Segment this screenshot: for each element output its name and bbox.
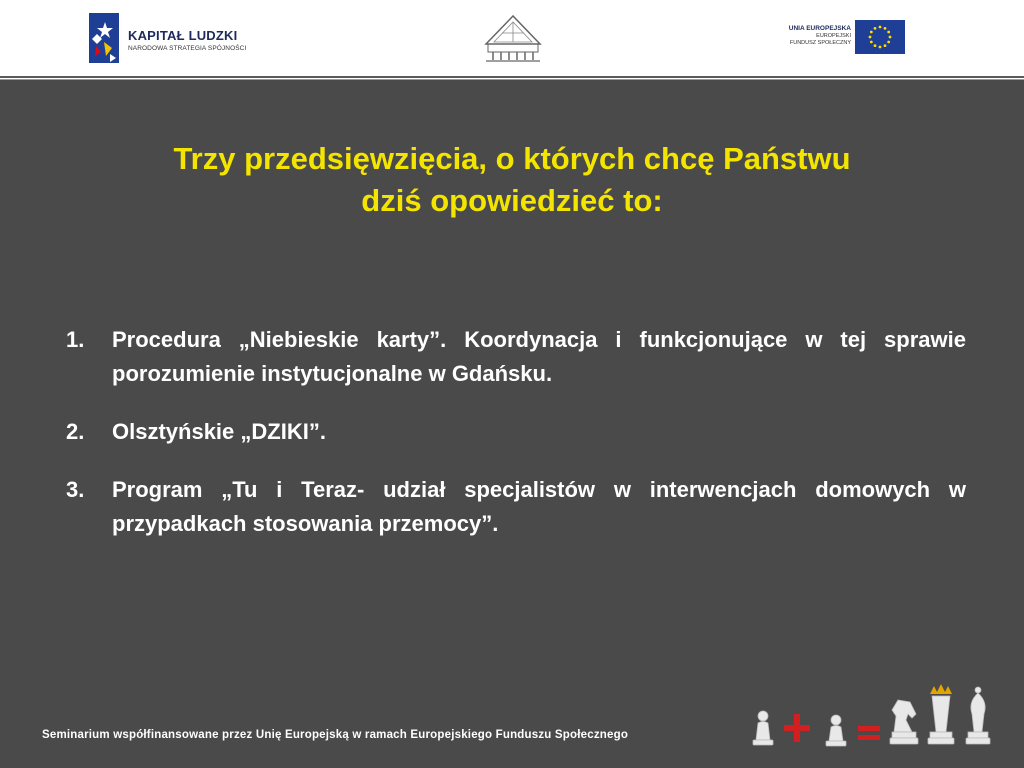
pawn-icon bbox=[826, 715, 846, 746]
eu-star bbox=[884, 27, 887, 30]
kapital-ludzki-subtitle: NARODOWA STRATEGIA SPÓJNOŚCI bbox=[128, 45, 247, 52]
eu-star bbox=[874, 44, 877, 47]
eu-star bbox=[874, 27, 877, 30]
bishop-icon bbox=[966, 687, 990, 744]
slide-title-line2: dziś opowiedzieć to: bbox=[361, 183, 663, 218]
eu-star bbox=[889, 36, 892, 39]
list-item-text: Olsztyńskie „DZIKI”. bbox=[112, 419, 326, 444]
kapital-ludzki-title: KAPITAŁ LUDZKI bbox=[128, 28, 238, 43]
eu-logo-line3: FUNDUSZ SPOŁECZNY bbox=[789, 40, 851, 46]
pawn-icon bbox=[753, 711, 773, 745]
kapital-ludzki-logo bbox=[88, 12, 258, 64]
list-item-number: 2. bbox=[66, 419, 85, 444]
list-item-number: 1. bbox=[66, 327, 85, 352]
knight-icon bbox=[890, 700, 918, 744]
eu-star bbox=[884, 44, 887, 47]
list-item-text: Program „Tu i Teraz- udział specjalistów w interwencjach domowych w przypadkach stosowania przemocy”. bbox=[112, 477, 966, 536]
footer-funding-note: Seminarium współfinansowane przez Unię Europejską w ramach Europejskiego Funduszu Społecznego bbox=[42, 729, 629, 741]
plus-sign-icon bbox=[784, 714, 810, 742]
list-item-text: Procedura „Niebieskie karty”. Koordynacja i funkcjonujące w tej sprawie porozumienie instytucjonalne w Gdańsku. bbox=[112, 327, 966, 386]
eu-star bbox=[870, 41, 873, 44]
header-divider bbox=[0, 76, 1024, 78]
eu-star bbox=[879, 26, 882, 29]
eu-star bbox=[869, 36, 872, 39]
list-item bbox=[66, 323, 966, 391]
header-bar bbox=[0, 0, 1024, 76]
eu-logo-line1: UNIA EUROPEJSKA bbox=[788, 25, 851, 32]
eu-star bbox=[887, 31, 890, 34]
project-list bbox=[66, 323, 966, 565]
list-item-number: 3. bbox=[66, 477, 85, 502]
list-item bbox=[66, 415, 966, 449]
slide-body bbox=[0, 80, 1024, 768]
eu-flag-icon bbox=[855, 20, 905, 54]
slide-title-line1: Trzy przedsięwzięcia, o których chcę Państwu bbox=[173, 141, 851, 176]
queen-icon bbox=[928, 684, 954, 744]
eu-star bbox=[887, 41, 890, 44]
slide-title bbox=[40, 138, 984, 222]
kapital-ludzki-star-flag-icon bbox=[88, 12, 120, 64]
eu-star bbox=[879, 46, 882, 49]
list-item bbox=[66, 473, 966, 541]
chess-pieces-equation-icon bbox=[748, 680, 1000, 750]
house-emblem-icon bbox=[482, 14, 544, 64]
equals-sign-icon bbox=[858, 726, 880, 740]
eu-star bbox=[870, 31, 873, 34]
eu-efs-logo bbox=[770, 20, 905, 56]
eu-logo-line2: EUROPEJSKI bbox=[816, 33, 851, 39]
